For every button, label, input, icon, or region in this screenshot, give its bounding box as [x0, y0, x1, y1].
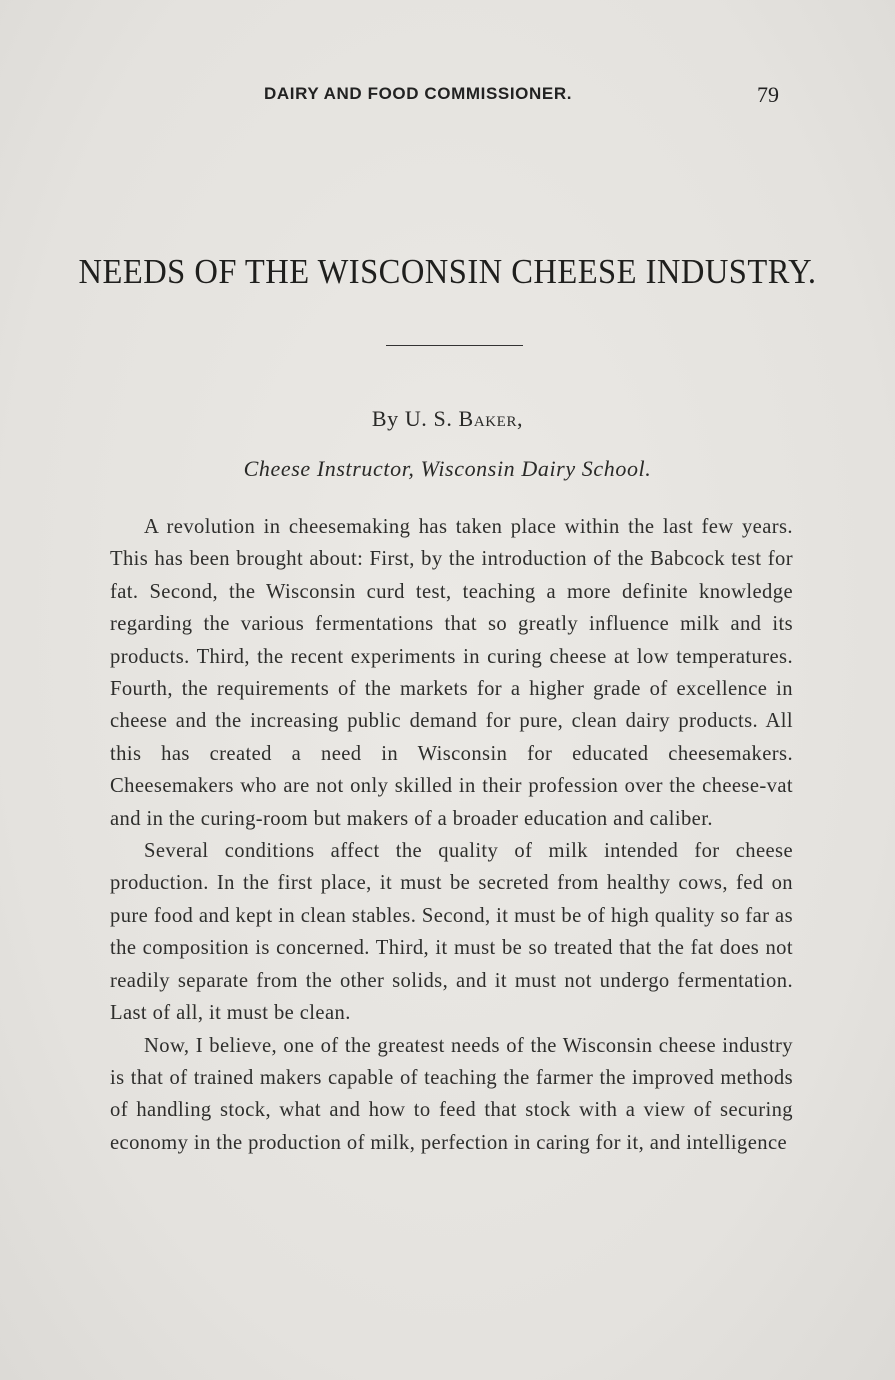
- paragraph: Several conditions affect the quality of milk intended for cheese production. In the first place, it must be secreted from healthy cows, fed on pure food and kept in clean stables. Second, it must be of high quality so far as the composition is concerned. Third, it must be so treated that the fat does not readily separate from the other solids, and it must not undergo fermentation. Last of all, it must be clean.: [110, 840, 793, 1025]
- title-rule: [386, 345, 523, 346]
- running-title: DAIRY AND FOOD COMMISSIONER.: [264, 84, 573, 103]
- paragraph: A revolution in cheesemaking has taken place within the last few years. This has been brought about: First, by the introduction of the Babcock test for fat. Second, the Wisconsin curd test, teaching a more definite knowledge regarding the various fermentations that so greatly influence milk and its products. Third, the recent experiments in curing cheese at low temperatures. Fourth, the requirements of the markets for a higher grade of excellence in cheese and the increasing public demand for pure, clean dairy products. All this has created a need in Wisconsin for educated cheesemakers. Cheesemakers who are not only skilled in their profession over the cheese-vat and in the curing-room but makers of a broader education and caliber.: [110, 516, 793, 830]
- page-number: 79: [757, 82, 779, 107]
- paragraph: Now, I believe, one of the greatest needs of the Wisconsin cheese industry is that of trained makers capable of teaching the farmer the improved methods of handling stock, what and how to feed that stock with a view of securing economy in the production of milk, perfection in caring for it, and intelligence: [110, 1034, 793, 1154]
- author-name: Baker,: [458, 406, 524, 431]
- article-body: [110, 511, 793, 1159]
- byline-prefix: By U. S.: [371, 406, 459, 431]
- author-affiliation: Cheese Instructor, Wisconsin Dairy School.: [243, 456, 652, 481]
- article-title: NEEDS OF THE WISCONSIN CHEESE INDUSTRY.: [78, 252, 817, 291]
- byline: [0, 406, 895, 432]
- running-head: [0, 84, 895, 110]
